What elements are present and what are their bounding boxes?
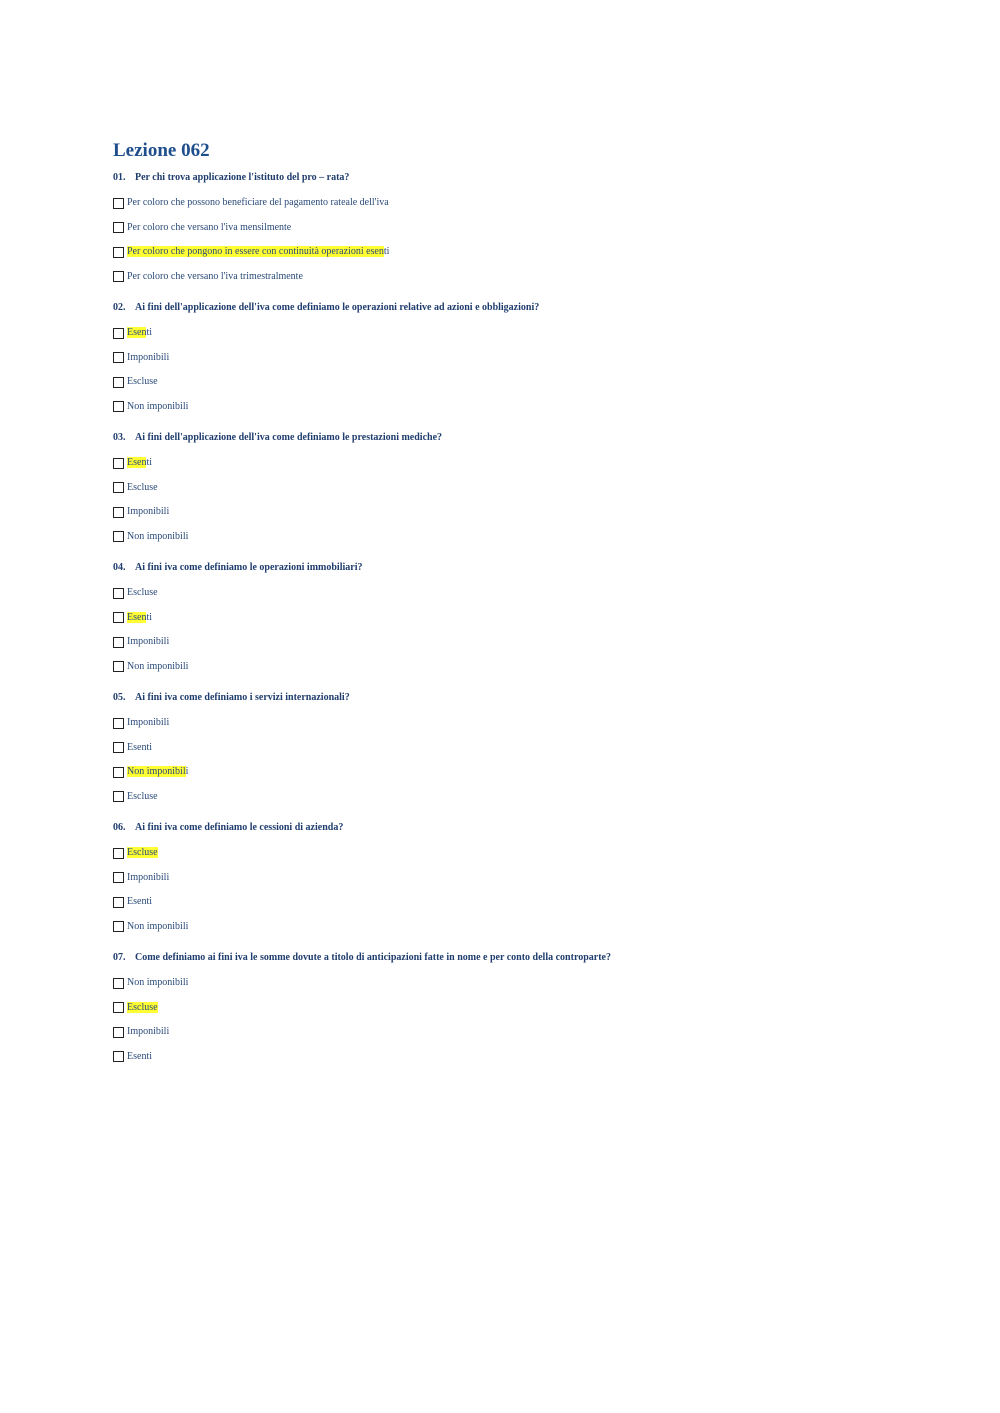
answer-text: Non imponibili [127,400,189,412]
answer-option[interactable] [113,996,913,1021]
answer-option[interactable] [113,346,913,371]
answer-text: Per coloro che versano l'iva mensilmente [127,221,292,233]
answer-label [127,376,158,388]
answer-label [127,482,158,494]
answer-option[interactable] [113,866,913,891]
answer-text: Per coloro che versano l'iva trimestralmente [127,270,303,282]
answer-option[interactable] [113,606,913,631]
question-label: Ai fini iva come definiamo le cessioni di azienda? [135,822,344,833]
highlighted-answer-text: Esen [127,327,147,339]
answer-label [127,661,188,673]
answer-option[interactable] [113,370,913,395]
answer-checkbox[interactable] [113,401,124,412]
answer-label [127,401,188,413]
answer-label [127,717,169,729]
answer-option[interactable] [113,785,913,810]
answer-label [127,271,303,283]
answer-label [127,246,389,258]
answer-label [127,847,158,859]
highlighted-answer-text: Esen [127,611,147,623]
answer-checkbox[interactable] [113,848,124,859]
answer-text: ti [383,246,390,258]
answer-label [127,921,188,933]
question-block [113,171,913,289]
answer-text: i [185,766,189,778]
question-text [113,561,913,575]
answer-option[interactable] [113,841,913,866]
question-text [113,431,913,445]
answer-checkbox[interactable] [113,1027,124,1038]
answer-label [127,791,158,803]
answer-label [127,457,152,469]
question-label: Ai fini iva come definiamo le operazioni immobiliari? [135,562,363,573]
highlighted-answer-text: Esen [127,457,147,469]
highlighted-answer-text: Per coloro che pongono in essere con continuità operazioni esen [127,246,384,258]
question-number: 07. [113,952,126,963]
answer-text: Non imponibili [127,920,189,932]
question-block [113,821,913,939]
answer-label [127,587,158,599]
question-block [113,301,913,419]
answer-label [127,1026,169,1038]
answer-text: Escluse [127,481,158,493]
answer-label [127,742,152,754]
answer-option[interactable] [113,971,913,996]
answer-text: Non imponibili [127,660,189,672]
answer-checkbox[interactable] [113,198,124,209]
answer-text: Imponibili [127,871,170,883]
answer-text: Escluse [127,790,158,802]
answer-option[interactable] [113,1020,913,1045]
answer-checkbox[interactable] [113,328,124,339]
answer-text: ti [146,611,153,623]
answer-option[interactable] [113,760,913,785]
question-number: 06. [113,822,126,833]
answer-text: Per coloro che possono beneficiare del pagamento rateale dell'iva [127,197,389,209]
answer-option[interactable] [113,191,913,216]
answer-checkbox[interactable] [113,352,124,363]
question-list [113,171,913,1069]
document-page [113,138,913,1081]
answer-label [127,531,188,543]
question-block [113,561,913,679]
answer-option[interactable] [113,525,913,550]
answer-option[interactable] [113,890,913,915]
answer-label [127,222,291,234]
question-number: 01. [113,172,126,183]
answer-label [127,636,169,648]
answer-option[interactable] [113,915,913,940]
answer-checkbox[interactable] [113,271,124,282]
answer-option[interactable] [113,500,913,525]
answer-label [127,1002,158,1014]
question-block [113,951,913,1069]
question-text [113,691,913,705]
answer-checkbox[interactable] [113,872,124,883]
question-label: Ai fini dell'applicazione dell'iva come definiamo le prestazioni mediche? [135,432,443,443]
answer-option[interactable] [113,476,913,501]
question-number: 03. [113,432,126,443]
answer-label [127,197,389,209]
answer-label [127,506,169,518]
answer-text: Esenti [127,896,152,908]
answer-checkbox[interactable] [113,507,124,518]
question-text [113,301,913,315]
answer-checkbox[interactable] [113,978,124,989]
highlighted-answer-text: Escluse [127,847,158,859]
answer-option[interactable] [113,321,913,346]
question-number: 04. [113,562,126,573]
answer-checkbox[interactable] [113,742,124,753]
answer-label [127,352,169,364]
answer-checkbox[interactable] [113,791,124,802]
question-label: Ai fini dell'applicazione dell'iva come definiamo le operazioni relative ad azioni e obbligazioni? [135,302,540,313]
highlighted-answer-text: Non imponibil [127,766,186,778]
answer-text: Escluse [127,587,158,599]
answer-label [127,612,152,624]
answer-option[interactable] [113,265,913,290]
answer-checkbox[interactable] [113,222,124,233]
page-title: Lezione 062 [113,140,210,161]
answer-checkbox[interactable] [113,458,124,469]
answer-option[interactable] [113,630,913,655]
answer-option[interactable] [113,581,913,606]
answer-checkbox[interactable] [113,1002,124,1013]
answer-option[interactable] [113,395,913,420]
answer-option[interactable] [113,711,913,736]
answer-text: Esenti [127,1050,152,1062]
question-number: 05. [113,692,126,703]
answer-text: ti [146,457,153,469]
answer-label [127,327,152,339]
answer-option[interactable] [113,216,913,241]
answer-checkbox[interactable] [113,1051,124,1062]
answer-checkbox[interactable] [113,921,124,932]
answer-option[interactable] [113,1045,913,1070]
question-text [113,821,913,835]
answer-checkbox[interactable] [113,661,124,672]
answer-label [127,896,152,908]
answer-option[interactable] [113,736,913,761]
answer-label [127,1051,152,1063]
answer-checkbox[interactable] [113,612,124,623]
answer-option[interactable] [113,451,913,476]
answer-checkbox[interactable] [113,767,124,778]
question-text [113,951,913,965]
question-label: Ai fini iva come definiamo i servizi internazionali? [135,692,350,703]
question-label: Come definiamo ai fini iva le somme dovute a titolo di anticipazioni fatte in nome e per conto della controparte? [135,952,611,963]
question-number: 02. [113,302,126,313]
answer-checkbox[interactable] [113,531,124,542]
answer-text: Escluse [127,376,158,388]
question-text [113,171,913,185]
answer-checkbox[interactable] [113,588,124,599]
answer-text: Non imponibili [127,977,189,989]
answer-checkbox[interactable] [113,718,124,729]
answer-text: ti [146,327,153,339]
answer-text: Esenti [127,741,152,753]
highlighted-answer-text: Escluse [127,1001,158,1013]
answer-label [127,872,169,884]
question-label: Per chi trova applicazione l'istituto del pro – rata? [135,172,350,183]
answer-label [127,977,188,989]
answer-text: Non imponibili [127,530,189,542]
answer-label [127,766,188,778]
question-block [113,431,913,549]
answer-text: Imponibili [127,506,170,518]
question-block [113,691,913,809]
answer-checkbox[interactable] [113,482,124,493]
answer-checkbox[interactable] [113,897,124,908]
answer-checkbox[interactable] [113,377,124,388]
answer-option[interactable] [113,655,913,680]
answer-checkbox[interactable] [113,637,124,648]
answer-text: Imponibili [127,636,170,648]
answer-text: Imponibili [127,1026,170,1038]
answer-checkbox[interactable] [113,247,124,258]
answer-option[interactable] [113,240,913,265]
answer-text: Imponibili [127,717,170,729]
answer-text: Imponibili [127,351,170,363]
